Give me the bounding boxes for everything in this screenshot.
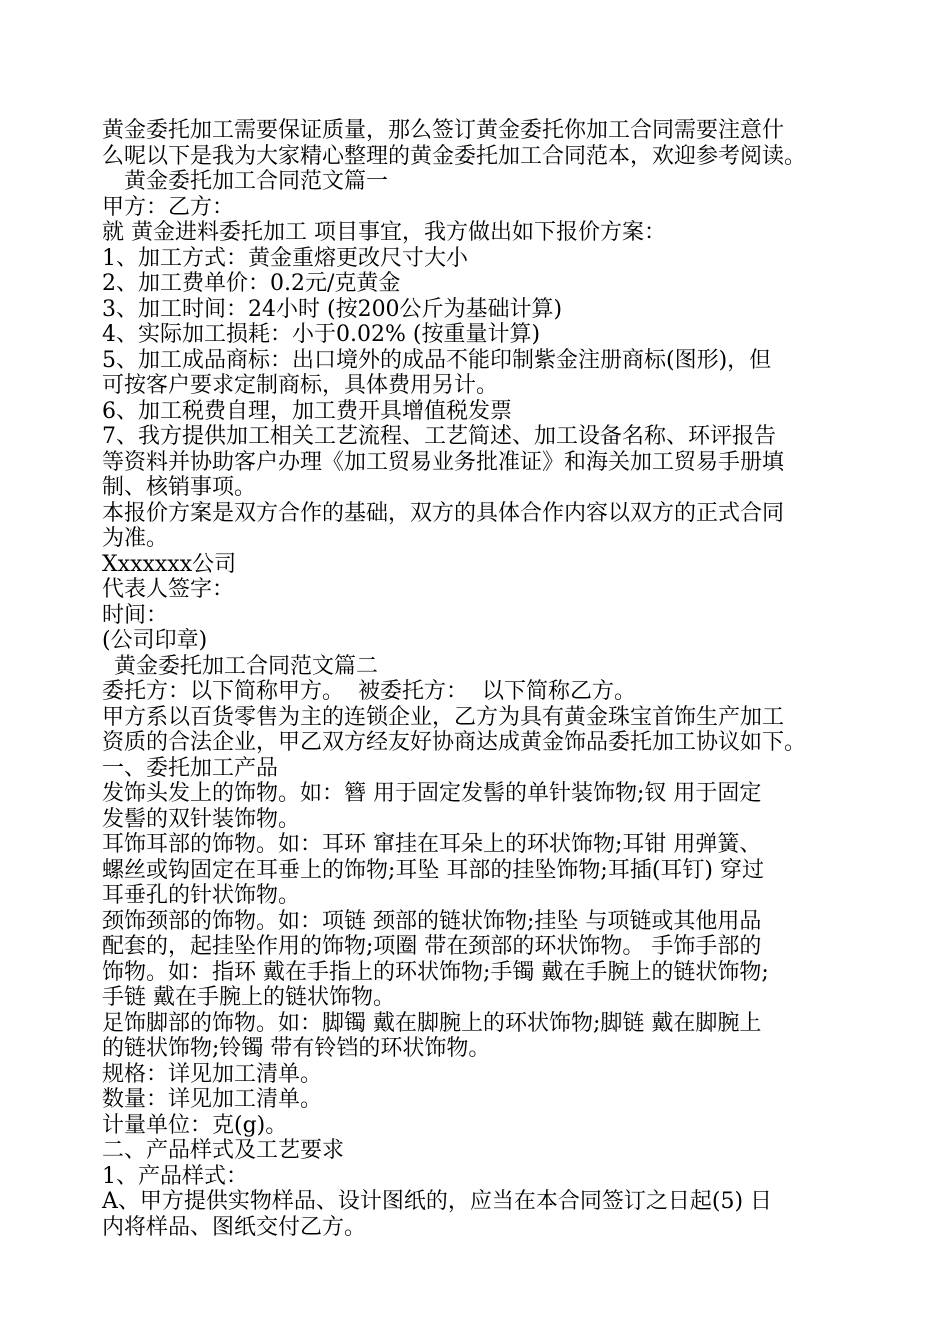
list-item: 3、加工时间：24小时 (按200公斤为基础计算) <box>102 296 563 322</box>
intro-line: 黄金委托加工需要保证质量，那么签订黄金委托你加工合同需要注意什 <box>102 118 785 143</box>
body-line: 配套的，起挂坠作用的饰物;项圈 带在颈部的环状饰物。 手饰手部的 <box>102 934 762 959</box>
document-body <box>102 118 862 1240</box>
body-line: 为准。 <box>102 526 169 551</box>
company-name: Xxxxxxx公司 <box>102 551 237 577</box>
body-line: 资质的合法企业，甲乙双方经友好协商达成黄金饰品委托加工协议如下。 <box>102 730 807 755</box>
seal-line: (公司印章) <box>102 628 208 653</box>
list-item: 2、加工费单价：0.2元/克黄金 <box>102 271 401 296</box>
body-line: 发饰头发上的饰物。如：簪 用于固定发髻的单针装饰物;钗 用于固定 <box>102 781 762 806</box>
list-item: 6、加工税费自理，加工费开具增值税发票 <box>102 398 512 424</box>
list-item-cont: 可按客户要求定制商标，具体费用另计。 <box>102 373 499 398</box>
subsection-heading: 一、委托加工产品 <box>102 755 279 781</box>
body-line: 本报价方案是双方合作的基础，双方的具体合作内容以双方的正式合同 <box>102 500 785 526</box>
intro-line: 么呢以下是我为大家精心整理的黄金委托加工合同范本，欢迎参考阅读。 <box>102 143 807 169</box>
subsection-heading: 二、产品样式及工艺要求 <box>102 1138 345 1163</box>
list-item: 1、加工方式：黄金重熔更改尺寸大小 <box>102 245 468 271</box>
list-item: 4、实际加工损耗：小于0.02% (按重量计算) <box>102 322 541 347</box>
signature-line: 代表人签字： <box>102 577 235 602</box>
unit-line: 计量单位：克(g)。 <box>102 1112 288 1138</box>
body-line: 甲方系以百货零售为主的连锁企业，乙方为具有黄金珠宝首饰生产加工 <box>102 704 785 730</box>
body-line: 颈饰颈部的饰物。如：项链 颈部的链状饰物;挂坠 与项链或其他用品 <box>102 908 762 934</box>
body-line: 手链 戴在手腕上的链状饰物。 <box>102 985 395 1010</box>
list-item-cont: 等资料并协助客户办理《加工贸易业务批准证》和海关加工贸易手册填 <box>102 449 785 475</box>
spec-line: 规格：详见加工清单。 <box>102 1061 323 1087</box>
body-line: 就 黄金进料委托加工 项目事宜，我方做出如下报价方案： <box>102 220 666 245</box>
list-item: 1、产品样式： <box>102 1163 248 1189</box>
body-line: 的链状饰物;铃镯 带有铃铛的环状饰物。 <box>102 1036 491 1061</box>
body-line: 耳垂孔的针状饰物。 <box>102 883 301 908</box>
body-line: 饰物。如：指环 戴在手指上的环状饰物;手镯 戴在手腕上的链状饰物; <box>102 959 769 985</box>
body-line: 足饰脚部的饰物。如：脚镯 戴在脚腕上的环状饰物;脚链 戴在脚腕上 <box>102 1010 762 1036</box>
party-line: 委托方：以下简称甲方。 被委托方： 以下简称乙方。 <box>102 679 636 704</box>
quantity-line: 数量：详见加工清单。 <box>102 1087 323 1112</box>
body-line: 耳饰耳部的饰物。如：耳环 窜挂在耳朵上的环状饰物;耳钳 用弹簧、 <box>102 832 762 857</box>
party-line: 甲方：乙方： <box>102 194 235 220</box>
body-line: A、甲方提供实物样品、设计图纸的，应当在本合同签订之日起(5) 日 <box>102 1189 773 1214</box>
body-line: 螺丝或钩固定在耳垂上的饰物;耳坠 耳部的挂坠饰物;耳插(耳钉) 穿过 <box>102 857 764 883</box>
list-item: 5、加工成品商标：出口境外的成品不能印制紫金注册商标(图形)，但 <box>102 347 772 373</box>
body-line: 内将样品、图纸交付乙方。 <box>102 1214 367 1240</box>
section-heading-2: 黄金委托加工合同范文篇二 <box>114 653 379 679</box>
section-heading-1: 黄金委托加工合同范文篇一 <box>124 169 389 194</box>
list-item: 7、我方提供加工相关工艺流程、工艺简述、加工设备名称、环评报告 <box>102 424 776 449</box>
body-line: 发髻的双针装饰物。 <box>102 806 301 832</box>
date-line: 时间： <box>102 602 169 628</box>
list-item-cont: 制、核销事项。 <box>102 475 257 500</box>
